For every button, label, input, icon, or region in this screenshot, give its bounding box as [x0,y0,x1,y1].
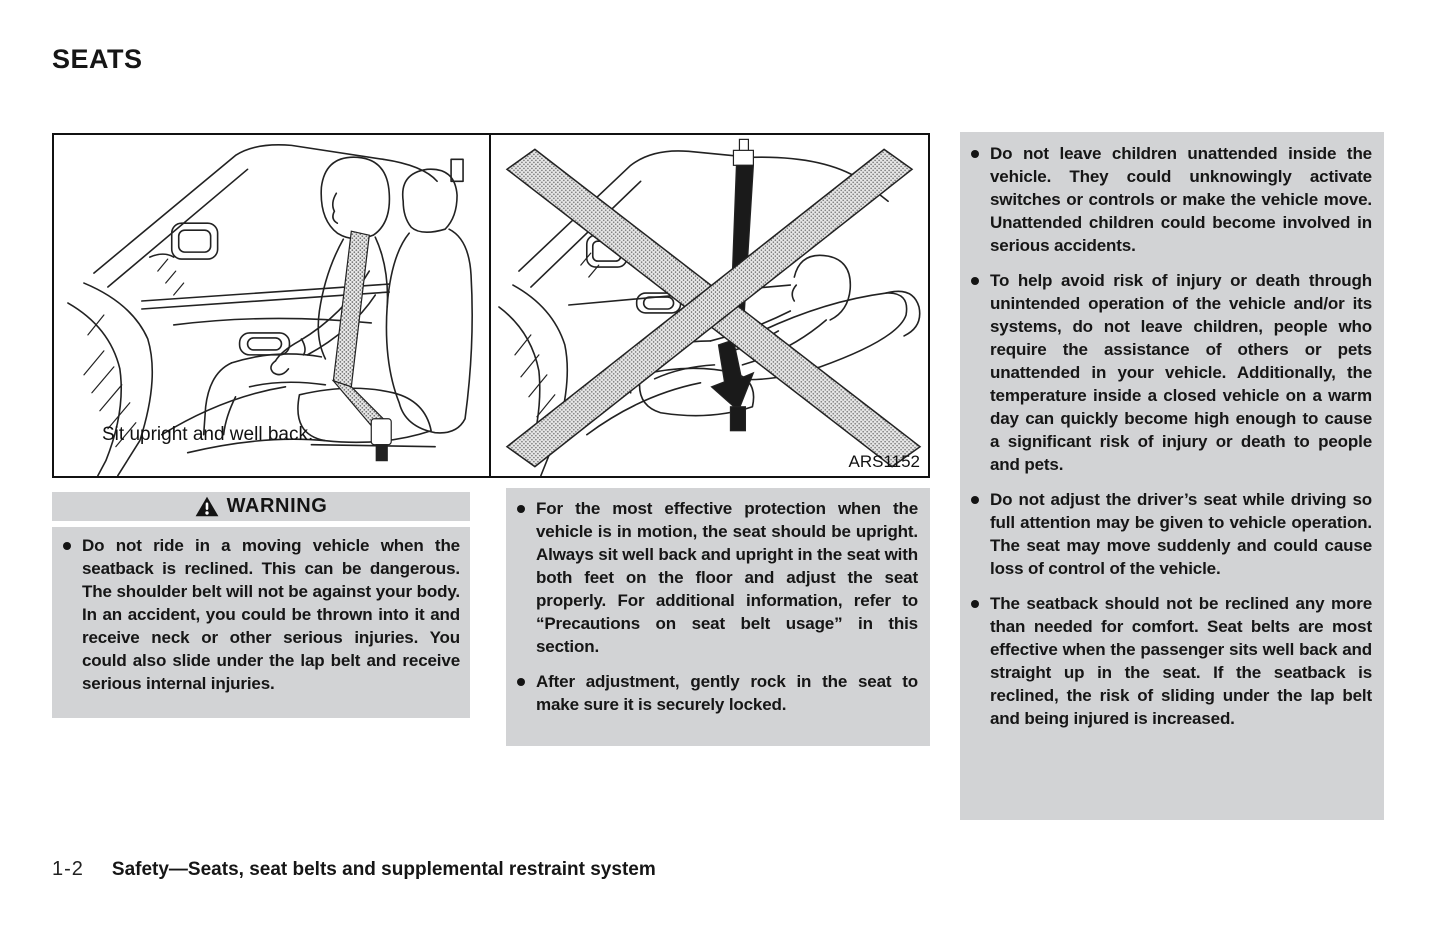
bullet-dot [971,600,979,608]
warning-bullet-text: Do not ride in a moving vehicle when the seatback is reclined. This can be dangerous. The shoulder belt will not be against your body. In an accident, you could be thrown into it and receive neck or other serious injuries. You could also slide under the lap belt and receive serious internal injuries. [82,536,460,693]
bullet-text: After adjustment, gently rock in the seat to make sure it is securely locked. [536,672,918,714]
warning-bullet [60,534,460,695]
reclined-seat-crossed-illustration [491,135,928,476]
bullet-dot [971,496,979,504]
bullet-dot [971,277,979,285]
bullet-dot [517,678,525,686]
list-item [968,269,1372,476]
seat-illustration-figure [52,133,930,478]
list-item [968,488,1372,580]
bullet-dot [517,505,525,513]
upright-seat-panel [54,135,491,476]
bullet-text: The seatback should not be reclined any more than needed for comfort. Seat belts are most effective when the passenger sits well back and straight up in the seat. If the seatback is reclined, the risk of sliding under the lap belt and being injured is increased. [990,594,1372,728]
bullet-text: For the most effective protection when the vehicle is in motion, the seat should be upright. Always sit well back and upright in the seat with both feet on the floor and adjust the seat properly. For additional information, refer to “Precautions on seat belt usage” in this section. [536,499,918,656]
seat-adjustment-notes [506,488,930,746]
list-item [514,497,918,658]
figure-caption: Sit upright and well back. [102,424,314,445]
footer-section-title: Safety—Seats, seat belts and supplemental restraint system [111,859,656,880]
warning-body [52,527,470,718]
warning-header-label: WARNING [226,495,328,517]
bullet-text: Do not adjust the driver’s seat while driving so full attention may be given to vehicle operation. The seat may move suddenly and could cause loss of control of the vehicle. [990,490,1372,578]
reclined-seat-panel [491,135,928,476]
figure-code: ARS1152 [848,452,920,471]
list-item [968,142,1372,257]
bullet-dot [971,150,979,158]
page-number: 1-2 [52,858,84,880]
warning-triangle-icon [195,496,219,517]
bullet-text: Do not leave children unattended inside the vehicle. They could unknowingly activate switches or controls or make the vehicle move. Unattended children could become involved in serious accidents. [990,144,1372,255]
bullet-text: To help avoid risk of injury or death through unintended operation of the vehicle and/or its systems, do not leave children, people who require the assistance of others or pets unattended in your vehicle. Additionally, the temperature inside a closed vehicle on a warm day can quickly become high enough to cause a significant risk of injury or death to people and pets. [990,271,1372,474]
page-title: SEATS [52,44,143,74]
bullet-dot [63,542,71,550]
list-item [968,592,1372,730]
list-item [514,670,918,716]
safety-precautions-list [960,132,1384,820]
warning-header [52,492,470,521]
page-footer [52,858,656,881]
